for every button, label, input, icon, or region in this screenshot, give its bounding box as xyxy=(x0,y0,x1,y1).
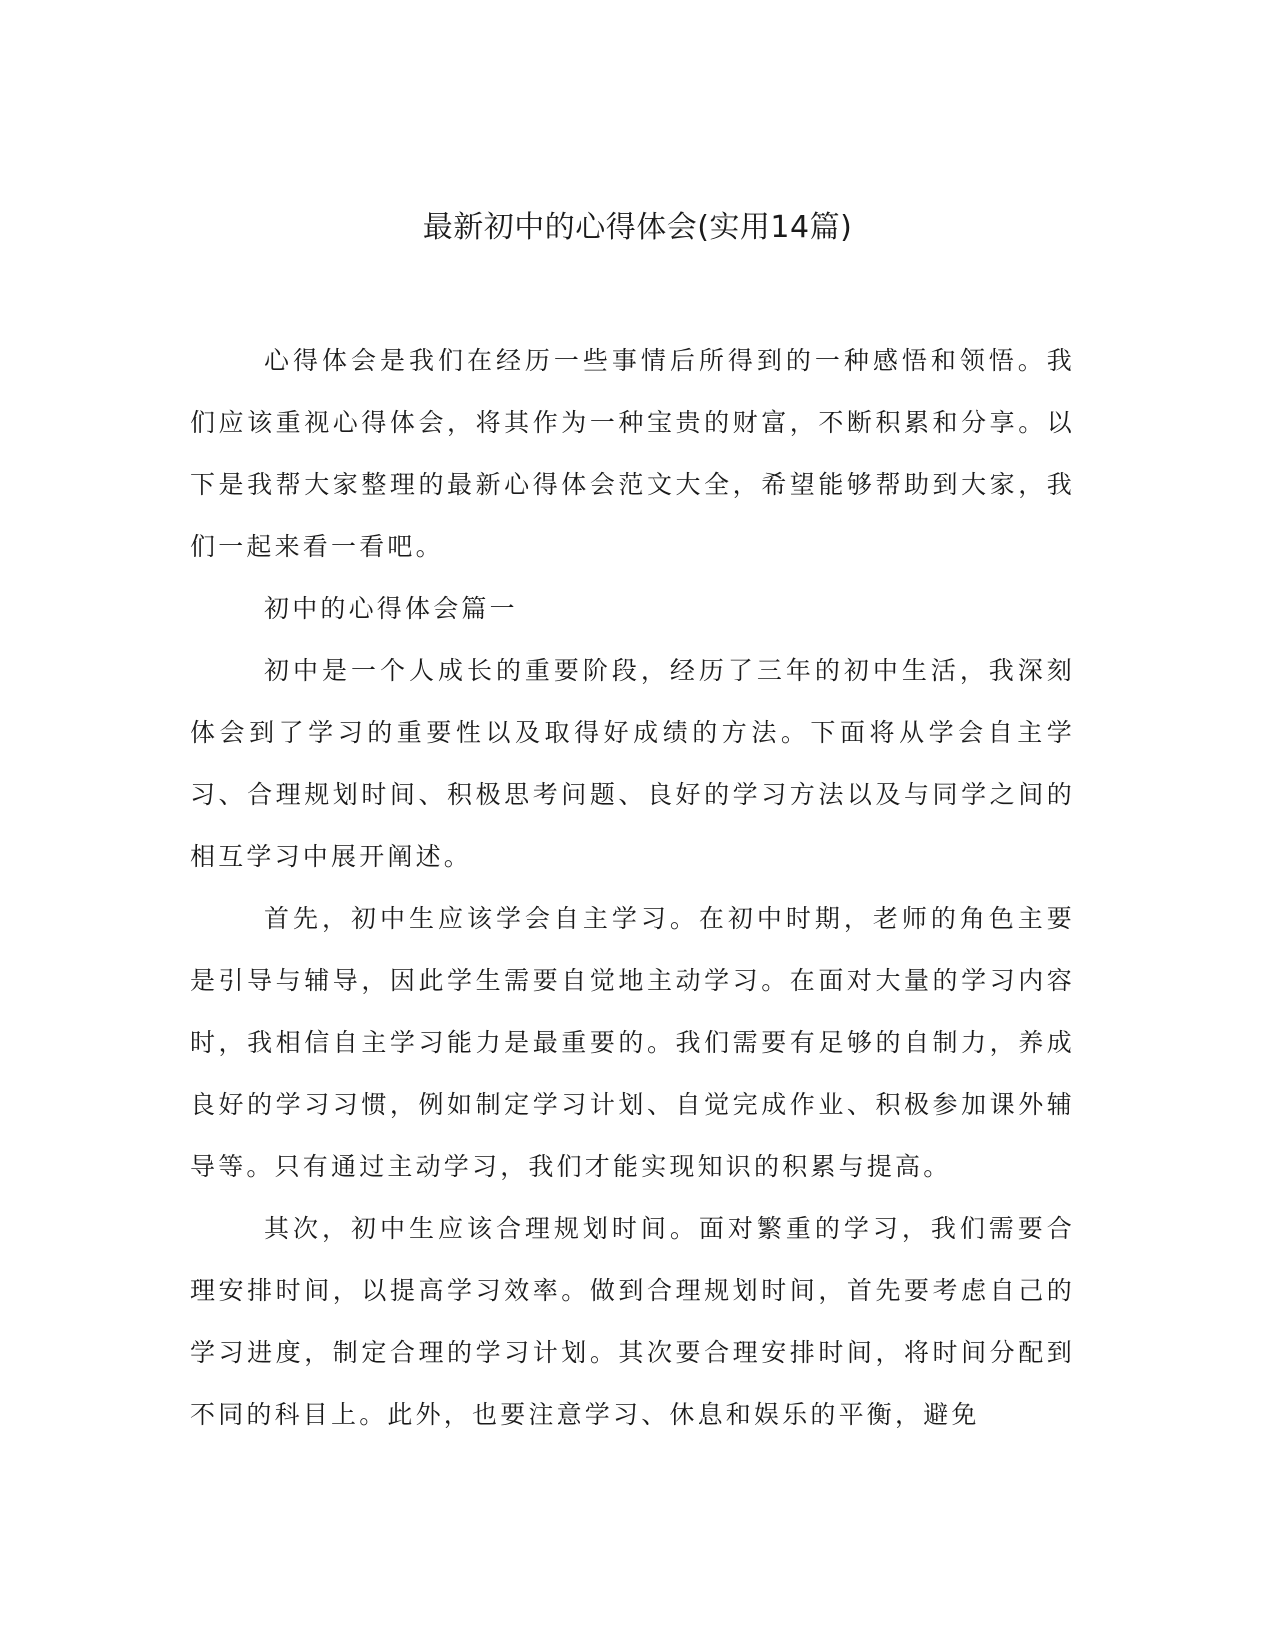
intro-paragraph: 心得体会是我们在经历一些事情后所得到的一种感悟和领悟。我们应该重视心得体会，将其作为一种宝贵的财富，不断积累和分享。以下是我帮大家整理的最新心得体会范文大全，希望能够帮助到大家，我们一起来看一看吧。 xyxy=(190,346,1075,561)
body-paragraph: 首先，初中生应该学会自主学习。在初中时期，老师的角色主要是引导与辅导，因此学生需要自觉地主动学习。在面对大量的学习内容时，我相信自主学习能力是最重要的。我们需要有足够的自制力，养成良好的学习习惯，例如制定学习计划、自觉完成作业、积极参加课外辅导等。只有通过主动学习，我们才能实现知识的积累与提高。 xyxy=(190,904,1075,1181)
document-title: 最新初中的心得体会(实用14篇) xyxy=(422,210,853,245)
section-heading: 初中的心得体会篇一 xyxy=(264,594,518,623)
document-body xyxy=(190,330,1075,1446)
body-paragraph: 其次，初中生应该合理规划时间。面对繁重的学习，我们需要合理安排时间，以提高学习效率。做到合理规划时间，首先要考虑自己的学习进度，制定合理的学习计划。其次要合理安排时间，将时间分配到不同的科目上。此外，也要注意学习、休息和娱乐的平衡，避免 xyxy=(190,1214,1075,1429)
body-paragraph: 初中是一个人成长的重要阶段，经历了三年的初中生活，我深刻体会到了学习的重要性以及取得好成绩的方法。下面将从学会自主学习、合理规划时间、积极思考问题、良好的学习方法以及与同学之间的相互学习中展开阐述。 xyxy=(190,656,1075,871)
